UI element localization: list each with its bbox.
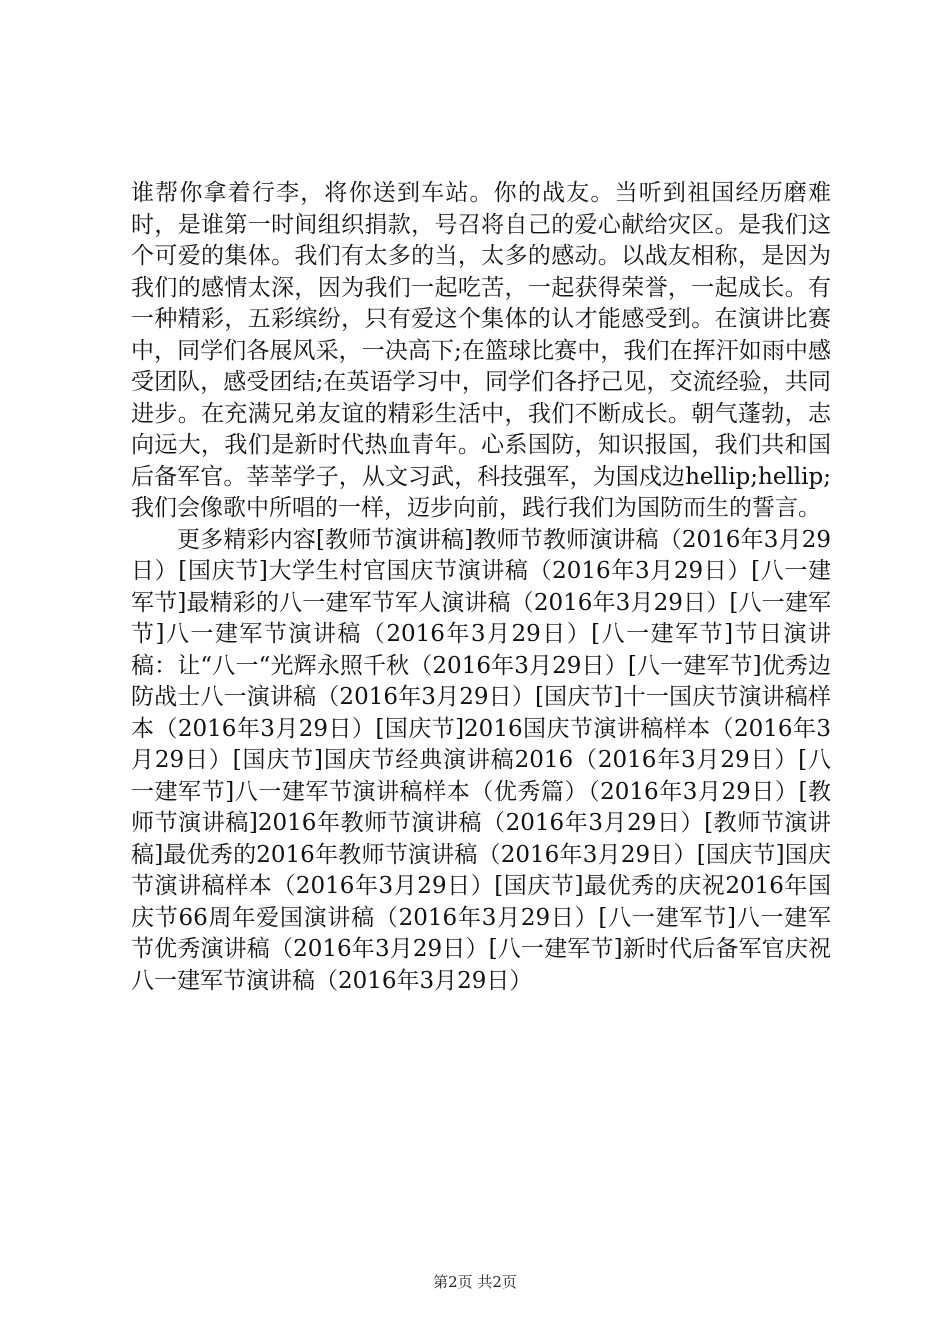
document-body	[131, 178, 831, 997]
body-paragraph-2: 更多精彩内容[教师节演讲稿]教师节教师演讲稿（2016年3月29日）[国庆节]大学生村官国庆节演讲稿（2016年3月29日）[八一建军节]最精彩的八一建军节军人演讲稿（2016年3月29日）[八一建军节]八一建军节演讲稿（2016年3月29日）[八一建军节]节日演讲稿：让“八一“光辉永照千秋（2016年3月29日）[八一建军节]优秀边防战士八一演讲稿（2016年3月29日）[国庆节]十一国庆节演讲稿样本（2016年3月29日）[国庆节]2016国庆节演讲稿样本（2016年3月29日）[国庆节]国庆节经典演讲稿2016（2016年3月29日）[八一建军节]八一建军节演讲稿样本（优秀篇）（2016年3月29日）[教师节演讲稿]2016年教师节演讲稿（2016年3月29日）[教师节演讲稿]最优秀的2016年教师节演讲稿（2016年3月29日）[国庆节]国庆节演讲稿样本（2016年3月29日）[国庆节]最优秀的庆祝2016年国庆节66周年爱国演讲稿（2016年3月29日）[八一建军节]八一建军节优秀演讲稿（2016年3月29日）[八一建军节]新时代后备军官庆祝八一建军节演讲稿（2016年3月29日）	[131, 526, 831, 994]
body-paragraph-1: 谁帮你拿着行李，将你送到车站。你的战友。当听到祖国经历磨难时，是谁第一时间组织捐款，号召将自己的爱心献给灾区。是我们这个可爱的集体。我们有太多的当，太多的感动。以战友相称，是因为我们的感情太深，因为我们一起吃苦，一起获得荣誉，一起成长。有一种精彩，五彩缤纷，只有爱这个集体的认才能感受到。在演讲比赛中，同学们各展风采，一决高下;在篮球比赛中，我们在挥汗如雨中感受团队，感受团结;在英语学习中，同学们各抒己见，交流经验，共同进步。在充满兄弟友谊的精彩生活中，我们不断成长。朝气蓬勃，志向远大，我们是新时代热血青年。心系国防，知识报国，我们共和国后备军官。莘莘学子，从文习武，科技强军，为国戍边hellip;hellip;我们会像歌中所唱的一样，迈步向前，践行我们为国防而生的誓言。	[131, 180, 831, 521]
page-number-footer: 第2页 共2页	[433, 1273, 517, 1291]
